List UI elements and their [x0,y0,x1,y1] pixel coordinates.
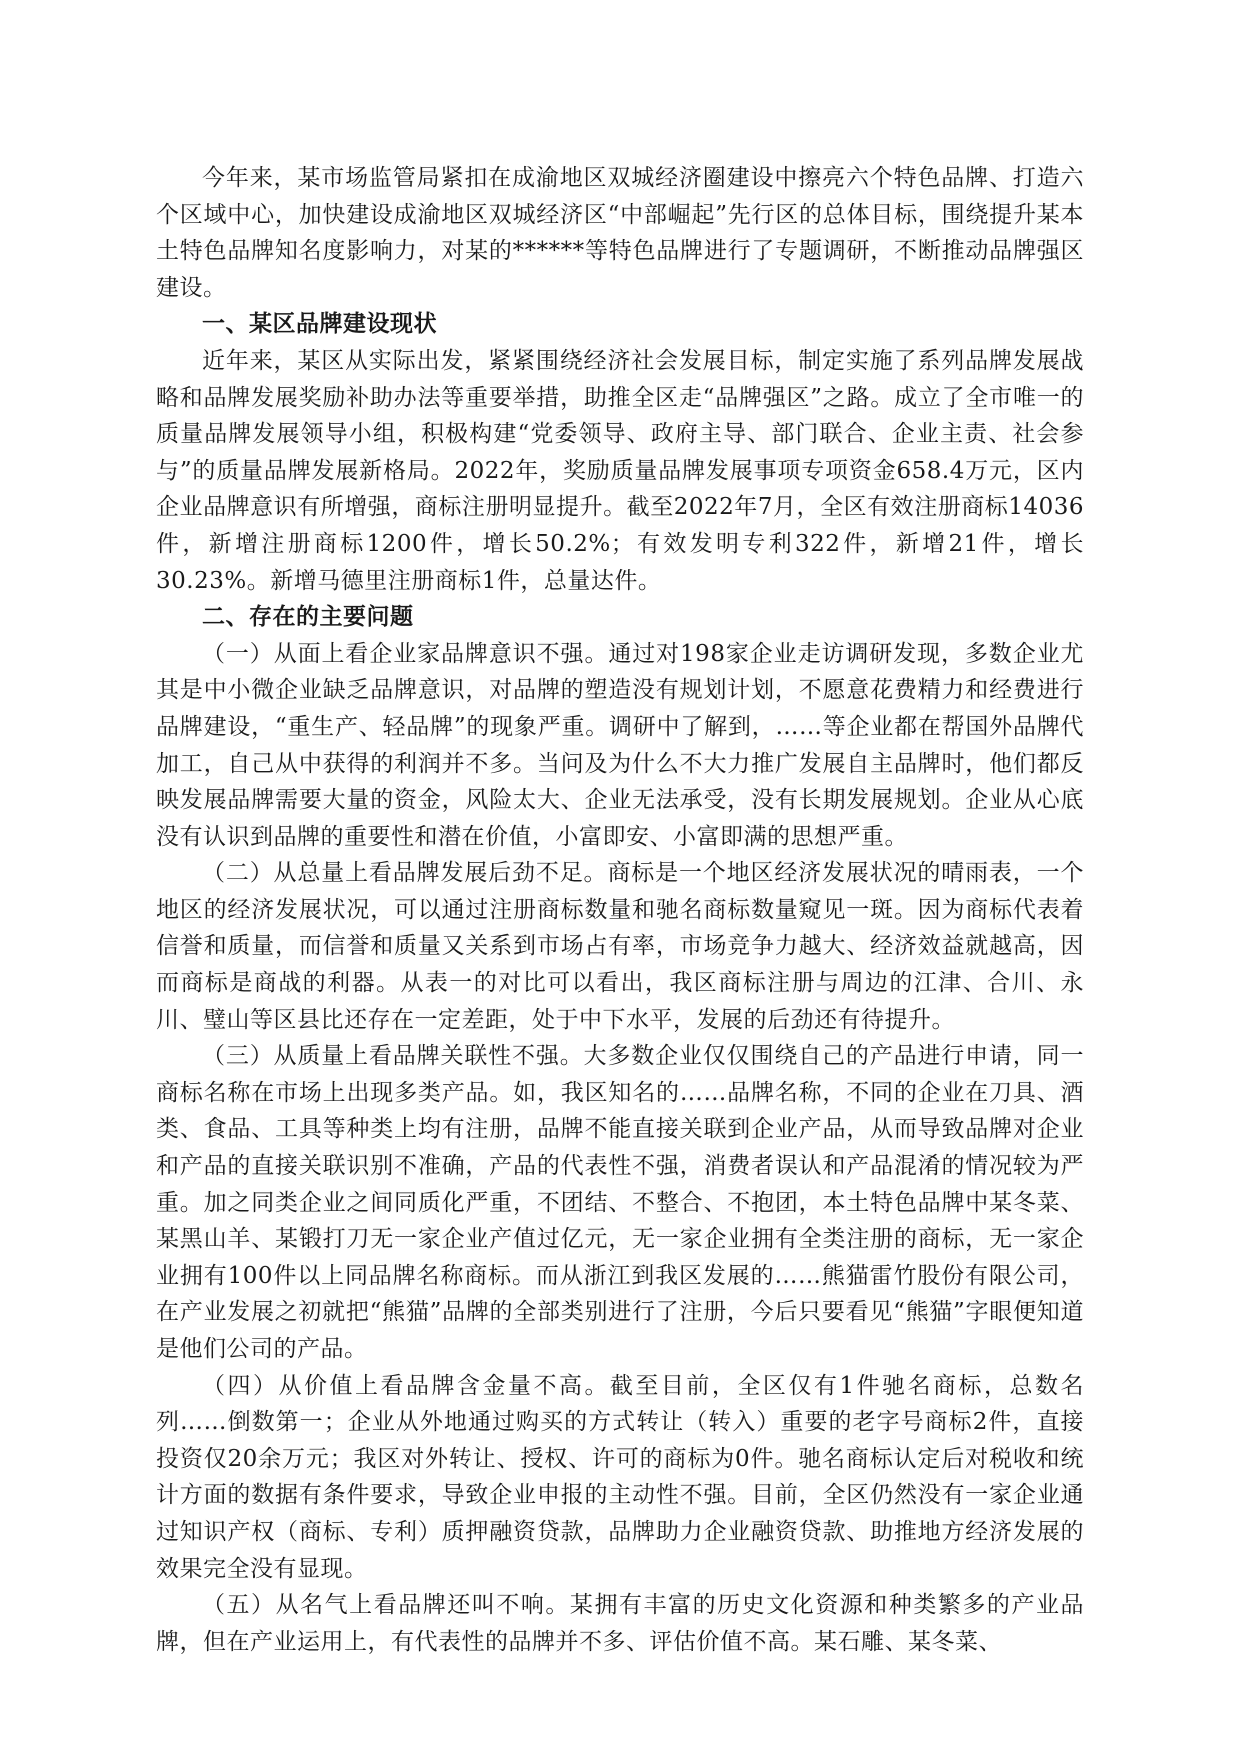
section2-heading: 二、存在的主要问题 [202,604,414,631]
issue1-paragraph: （一）从面上看企业家品牌意识不强。通过对198家企业走访调研发现，多数企业尤其是中小微企业缺乏品牌意识，对品牌的塑造没有规划计划，不愿意花费精力和经费进行品牌建设，“重生产、轻品牌”的现象严重。调研中了解到，……等企业都在帮国外品牌代加工，自己从中获得的利润并不多。当问及为什么不大力推广发展自主品牌时，他们都反映发展品牌需要大量的资金，风险太大、企业无法承受，没有长期发展规划。企业从心底没有认识到品牌的重要性和潜在价值，小富即安、小富即满的思想严重。 [156,640,1084,850]
document-body [156,160,1084,1660]
issue2-paragraph: （二）从总量上看品牌发展后劲不足。商标是一个地区经济发展状况的晴雨表，一个地区的经济发展状况，可以通过注册商标数量和驰名商标数量窥见一斑。因为商标代表着信誉和质量，而信誉和质量又关系到市场占有率，市场竞争力越大、经济效益就越高，因而商标是商战的利器。从表一的对比可以看出，我区商标注册与周边的江津、合川、永川、璧山等区县比还存在一定差距，处于中下水平，发展的后劲还有待提升。 [156,860,1084,1033]
issue5-paragraph: （五）从名气上看品牌还叫不响。某拥有丰富的历史文化资源和种类繁多的产业品牌，但在产业运用上，有代表性的品牌并不多、评估价值不高。某石雕、某冬菜、 [156,1592,1084,1655]
issue3-paragraph: （三）从质量上看品牌关联性不强。大多数企业仅仅围绕自己的产品进行申请，同一商标名称在市场上出现多类产品。如，我区知名的……品牌名称，不同的企业在刀具、酒类、食品、工具等种类上均有注册，品牌不能直接关联到企业产品，从而导致品牌对企业和产品的直接关联识别不准确，产品的代表性不强，消费者误认和产品混淆的情况较为严重。加之同类企业之间同质化严重，不团结、不整合、不抱团，本土特色品牌中某冬菜、某黑山羊、某锻打刀无一家企业产值过亿元，无一家企业拥有全类注册的商标，无一家企业拥有100件以上同品牌名称商标。而从浙江到我区发展的……熊猫雷竹股份有限公司，在产业发展之初就把“熊猫”品牌的全部类别进行了注册，今后只要看见“熊猫”字眼便知道是他们公司的产品。 [156,1043,1084,1362]
section1-heading: 一、某区品牌建设现状 [202,311,437,338]
section1-paragraph: 近年来，某区从实际出发，紧紧围绕经济社会发展目标，制定实施了系列品牌发展战略和品牌发展奖励补助办法等重要举措，助推全区走“品牌强区”之路。成立了全市唯一的质量品牌发展领导小组，积极构建“党委领导、政府主导、部门联合、企业主责、社会参与”的质量品牌发展新格局。2022年，奖励质量品牌发展事项专项资金658.4万元，区内企业品牌意识有所增强，商标注册明显提升。截至2022年7月，全区有效注册商标14036件，新增注册商标1200件，增长50.2%；有效发明专利322件，新增21件，增长30.23%。新增马德里注册商标1件，总量达件。 [156,347,1084,594]
intro-paragraph: 今年来，某市场监管局紧扣在成渝地区双城经济圈建设中擦亮六个特色品牌、打造六个区域中心，加快建设成渝地区双城经济区“中部崛起”先行区的总体目标，围绕提升某本土特色品牌知名度影响力，对某的******等特色品牌进行了专题调研，不断推动品牌强区建设。 [156,165,1084,301]
issue4-paragraph: （四）从价值上看品牌含金量不高。截至目前，全区仅有1件驰名商标，总数名列……倒数第一；企业从外地通过购买的方式转让（转入）重要的老字号商标2件，直接投资仅20余万元；我区对外转让、授权、许可的商标为0件。驰名商标认定后对税收和统计方面的数据有条件要求，导致企业申报的主动性不强。目前，全区仍然没有一家企业通过知识产权（商标、专利）质押融资贷款，品牌助力企业融资贷款、助推地方经济发展的效果完全没有显现。 [156,1372,1084,1582]
